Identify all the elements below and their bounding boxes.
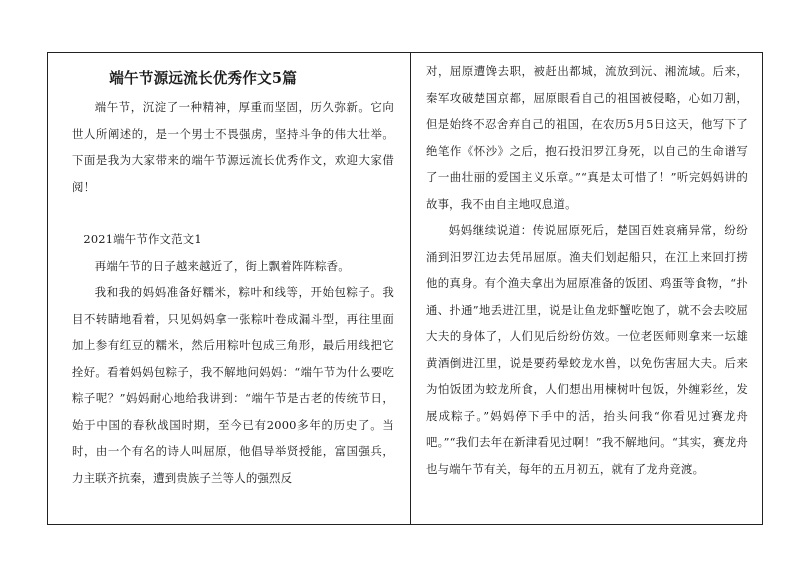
body-paragraph: 再端午节的日子越来越近了，街上飘着阵阵粽香。	[94, 258, 350, 273]
intro-paragraph: 端午节，沉淀了一种精神，厚重而坚固，历久弥新。它向世人所阐述的，是一个男士不畏强虏，坚持斗争的伟大壮举。下面是我为大家带来的端午节源远流长优秀作文，欢迎大家借阅！	[72, 100, 394, 194]
body-paragraph: 妈妈继续说道：传说屈原死后，楚国百姓哀痛异常，纷纷涌到汨罗江边去凭吊屈原。渔夫们划起船只，在江上来回打捞他的真身。有个渔夫拿出为屈原准备的饭团、鸡蛋等食物，“扑通、扑通”地丢进江里，说是让鱼龙虾蟹吃饱了，就不会去咬屈大夫的身体了，人们见后纷纷仿效。一位老医师则拿来一坛雄黄酒倒进江里，说是要药晕蛟龙水兽，以免伤害屈大夫。后来为怕饭团为蛟龙所食，人们想出用楝树叶包饭，外缠彩丝，发展成粽子。”妈妈停下手中的活，抬头问我“你看见过赛龙舟吧。”“我们去年在新津看见过啊！”我不解地问。“其实，赛龙舟也与端午节有关，每年的五月初五，就有了龙舟竞渡。	[426, 223, 748, 476]
spacer	[72, 200, 394, 226]
right-column	[426, 58, 748, 482]
continued-paragraph: 对，屈原遭馋去职，被赶出都城，流放到沅、湘流域。后来，秦军攻破楚国京都，屈原眼看自己的祖国被侵略，心如刀割，但是始终不忍舍弃自己的祖国，在农历5月5日这天，他写下了绝笔作《怀沙》之后，抱石投汨罗江身死，以自己的生命谱写了一曲壮丽的爱国主义乐章。”“真是太可惜了！”听完妈妈讲的故事，我不由自主地叹息道。	[426, 64, 748, 211]
column-divider	[410, 52, 411, 525]
essay-heading: 2021端午节作文范文1	[83, 232, 202, 246]
body-paragraph: 我和我的妈妈准备好糯米，粽叶和线等，开始包粽子。我目不转睛地看着，只见妈妈拿一张粽叶卷成漏斗型，再往里面加上参有红豆的糯米，然后用粽叶包成三角形，最后用线把它拴好。看着妈妈包粽子，我不解地问妈妈：“端午节为什么要吃粽子呢？”妈妈耐心地给我讲到：“端午节是古老的传统节日，始于中国的春秋战国时期，至今已有2000多年的历史了。当时，由一个有名的诗人叫屈原，他倡导举贤授能，富国强兵，力主联齐抗秦，遭到贵族子兰等人的强烈反	[72, 285, 394, 485]
document-title: 端午节源远流长优秀作文5篇	[109, 70, 298, 87]
left-column	[72, 64, 394, 491]
